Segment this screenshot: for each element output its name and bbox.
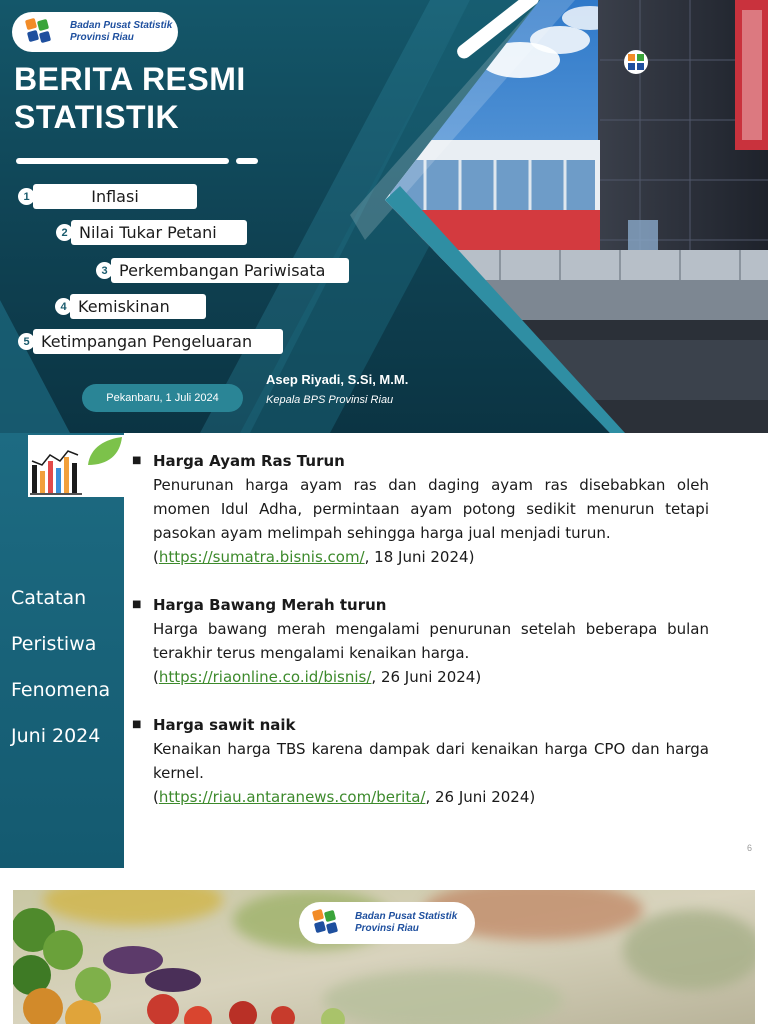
bullet-icon: ■ bbox=[132, 455, 142, 466]
news-heading: Harga sawit naik bbox=[153, 716, 296, 734]
paren: ( bbox=[153, 548, 159, 566]
bar-chart-icon bbox=[28, 435, 124, 497]
news-body: Harga bawang merah mengalami penurunan setelah beberapa bulan terakhir terus mengalami kenaikan harga. bbox=[153, 620, 709, 662]
bullet-icon: ■ bbox=[132, 719, 142, 730]
market-slide bbox=[13, 890, 755, 1024]
topic-label: Nilai Tukar Petani bbox=[71, 220, 247, 245]
topic-number: 1 bbox=[18, 188, 35, 205]
date-badge: Pekanbaru, 1 Juli 2024 bbox=[82, 384, 243, 412]
bps-logo-text bbox=[355, 911, 457, 935]
side-line: Juni 2024 bbox=[11, 725, 101, 747]
topic-item-ketimpangan bbox=[18, 328, 283, 355]
news-item bbox=[132, 713, 709, 809]
news-source bbox=[153, 665, 709, 689]
topic-label: Inflasi bbox=[33, 184, 197, 209]
news-item bbox=[132, 593, 709, 689]
org-name: Badan Pusat Statistik bbox=[70, 20, 173, 31]
org-name: Badan Pusat Statistik bbox=[355, 911, 458, 922]
page-number: 6 bbox=[746, 843, 752, 853]
bps-logo-text bbox=[70, 20, 172, 44]
topic-number: 2 bbox=[56, 224, 73, 241]
topic-item-kemiskinan bbox=[55, 293, 206, 320]
notes-slide bbox=[0, 433, 768, 868]
news-body: Penurunan harga ayam ras dan daging ayam ras disebabkan oleh momen Idul Adha, permintaan ayam potong sedikit menurun tetapi pasokan ayam melimpah sehingga harga jual menjadi turun. bbox=[153, 476, 709, 542]
source-link[interactable]: https://sumatra.bisnis.com/ bbox=[158, 548, 365, 566]
source-link[interactable]: https://riaonline.co.id/bisnis/ bbox=[158, 668, 372, 686]
bps-logo bbox=[299, 902, 475, 944]
author-title: Kepala BPS Provinsi Riau bbox=[266, 394, 394, 406]
side-panel bbox=[0, 433, 124, 868]
news-heading: Harga Bawang Merah turun bbox=[153, 596, 387, 614]
source-date: , 18 Juni 2024) bbox=[364, 548, 475, 566]
topic-number: 4 bbox=[55, 298, 72, 315]
topic-item-pariwisata bbox=[96, 257, 349, 284]
side-line: Catatan bbox=[11, 587, 87, 609]
news-body: Kenaikan harga TBS karena dampak dari kenaikan harga CPO dan harga kernel. bbox=[153, 740, 709, 782]
cover-title bbox=[14, 60, 334, 136]
title-line-2: STATISTIK bbox=[14, 99, 180, 135]
title-line-1: BERITA RESMI bbox=[14, 61, 246, 97]
org-region: Provinsi Riau bbox=[70, 32, 134, 43]
source-date: , 26 Juni 2024) bbox=[425, 788, 536, 806]
cover-slide bbox=[0, 0, 768, 433]
side-line: Peristiwa bbox=[11, 633, 97, 655]
bps-logo bbox=[12, 12, 178, 52]
paren: ( bbox=[153, 788, 159, 806]
topic-label: Perkembangan Pariwisata bbox=[111, 258, 349, 283]
title-divider-dash bbox=[236, 158, 258, 164]
paren: ( bbox=[153, 668, 159, 686]
source-link[interactable]: https://riau.antaranews.com/berita/ bbox=[158, 788, 426, 806]
topic-label: Kemiskinan bbox=[70, 294, 206, 319]
topic-label: Ketimpangan Pengeluaran bbox=[33, 329, 283, 354]
news-item bbox=[132, 449, 709, 569]
side-panel-title bbox=[11, 581, 121, 765]
side-line: Fenomena bbox=[11, 679, 111, 701]
news-source bbox=[153, 785, 709, 809]
topic-item-inflasi bbox=[18, 183, 197, 210]
news-source bbox=[153, 545, 709, 569]
topic-number: 5 bbox=[18, 333, 35, 350]
bps-logo-icon bbox=[22, 17, 62, 47]
bullet-icon: ■ bbox=[132, 599, 142, 610]
source-date: , 26 Juni 2024) bbox=[371, 668, 482, 686]
bps-logo-icon bbox=[309, 908, 349, 938]
topic-number: 3 bbox=[96, 262, 113, 279]
title-divider bbox=[16, 158, 229, 164]
author-name: Asep Riyadi, S.Si, M.M. bbox=[266, 372, 409, 387]
topic-item-ntp bbox=[56, 219, 247, 246]
org-region: Provinsi Riau bbox=[355, 923, 419, 934]
news-heading: Harga Ayam Ras Turun bbox=[153, 452, 345, 470]
